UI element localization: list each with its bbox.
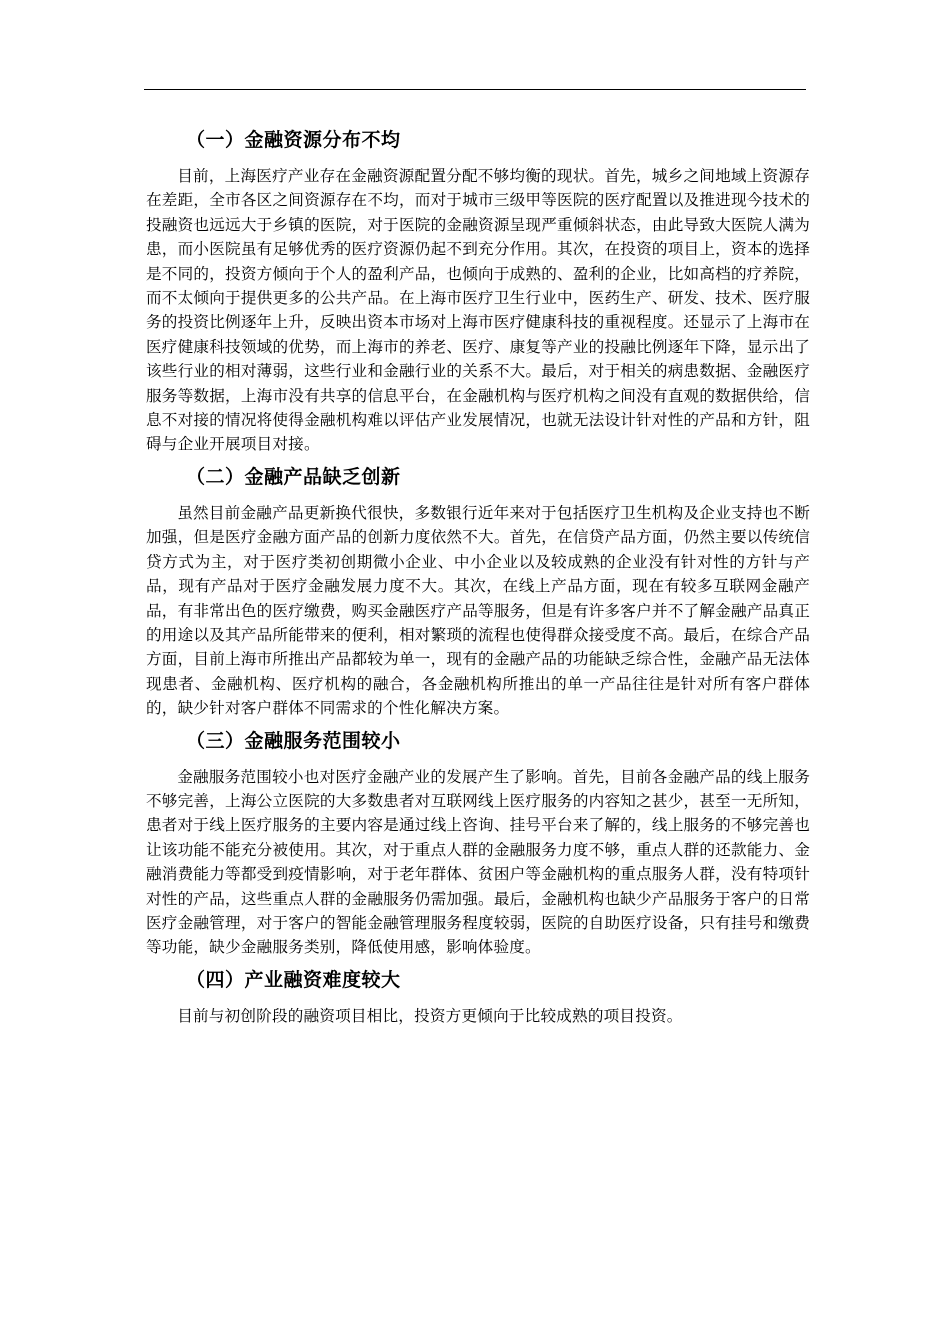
- header-rule: [144, 89, 806, 90]
- section-2: [146, 463, 810, 721]
- section-3: [146, 727, 810, 960]
- section-paragraph: 目前，上海医疗产业存在金融资源配置分配不够均衡的现状。首先，城乡之间地域上资源存在差距，全市各区之间资源存在不均，而对于城市三级甲等医院的医疗配置以及推进现今技术的投融资也远远大于乡镇的医院，对于医院的金融资源呈现严重倾斜状态，由此导致大医院人满为患，而小医院虽有足够优秀的医疗资源仍起不到充分作用。其次，在投资的项目上，资本的选择是不同的，投资方倾向于个人的盈利产品，也倾向于成熟的、盈利的企业，比如高档的疗养院，而不太倾向于提供更多的公共产品。在上海市医疗卫生行业中，医药生产、研发、技术、医疗服务的投资比例逐年上升，反映出资本市场对上海市医疗健康科技的重视程度。还显示了上海市在医疗健康科技领域的优势，而上海市的养老、医疗、康复等产业的投融比例逐年下降，显示出了该些行业的相对薄弱，这些行业和金融行业的关系不大。最后，对于相关的病患数据、金融医疗服务等数据，上海市没有共享的信息平台，在金融机构与医疗机构之间没有直观的数据供给，信息不对接的情况将使得金融机构难以评估产业发展情况，也就无法设计针对性的产品和方针，阻碍与企业开展项目对接。: [146, 167, 810, 454]
- section-paragraph: 目前与初创阶段的融资项目相比，投资方更倾向于比较成熟的项目投资。: [177, 1006, 683, 1025]
- section-heading: （四）产业融资难度较大: [186, 968, 401, 991]
- document-body: [146, 126, 810, 1034]
- section-heading: （三）金融服务范围较小: [186, 729, 401, 752]
- section-paragraph: 虽然目前金融产品更新换代很快，多数银行近年来对于包括医疗卫生机构及企业支持也不断加强，但是医疗金融方面产品的创新力度依然不大。首先，在信贷产品方面，仍然主要以传统信贷方式为主，对于医疗类初创期微小企业、中小企业以及较成熟的企业没有针对性的方针与产品，现有产品对于医疗金融发展力度不大。其次，在线上产品方面，现在有较多互联网金融产品，有非常出色的医疗缴费，购买金融医疗产品等服务，但是有许多客户并不了解金融产品真正的用途以及其产品所能带来的便利，相对繁琐的流程也使得群众接受度不高。最后，在综合产品方面，目前上海市所推出产品都较为单一，现有的金融产品的功能缺乏综合性，金融产品无法体现患者、金融机构、医疗机构的融合，各金融机构所推出的单一产品往往是针对所有客户群体的，缺少针对客户群体不同需求的个性化解决方案。: [146, 503, 810, 718]
- section-paragraph: 金融服务范围较小也对医疗金融产业的发展产生了影响。首先，目前各金融产品的线上服务不够完善，上海公立医院的大多数患者对互联网线上医疗服务的内容知之甚少，甚至一无所知，患者对于线上医疗服务的主要内容是通过线上咨询、挂号平台来了解的，线上服务的不够完善也让该功能不能充分被使用。其次，对于重点人群的金融服务力度不够，重点人群的还款能力、金融消费能力等都受到疫情影响，对于老年群体、贫困户等金融机构的重点服务人群，没有特项针对性的产品，这些重点人群的金融服务仍需加强。最后，金融机构也缺少产品服务于客户的日常医疗金融管理，对于客户的智能金融管理服务程度较弱，医院的自助医疗设备，只有挂号和缴费等功能，缺少金融服务类别，降低使用感，影响体验度。: [146, 767, 810, 957]
- section-heading: （一）金融资源分布不均: [186, 129, 401, 151]
- section-heading: （二）金融产品缺乏创新: [186, 465, 401, 488]
- section-4: [146, 966, 810, 1028]
- section-1: [146, 126, 810, 457]
